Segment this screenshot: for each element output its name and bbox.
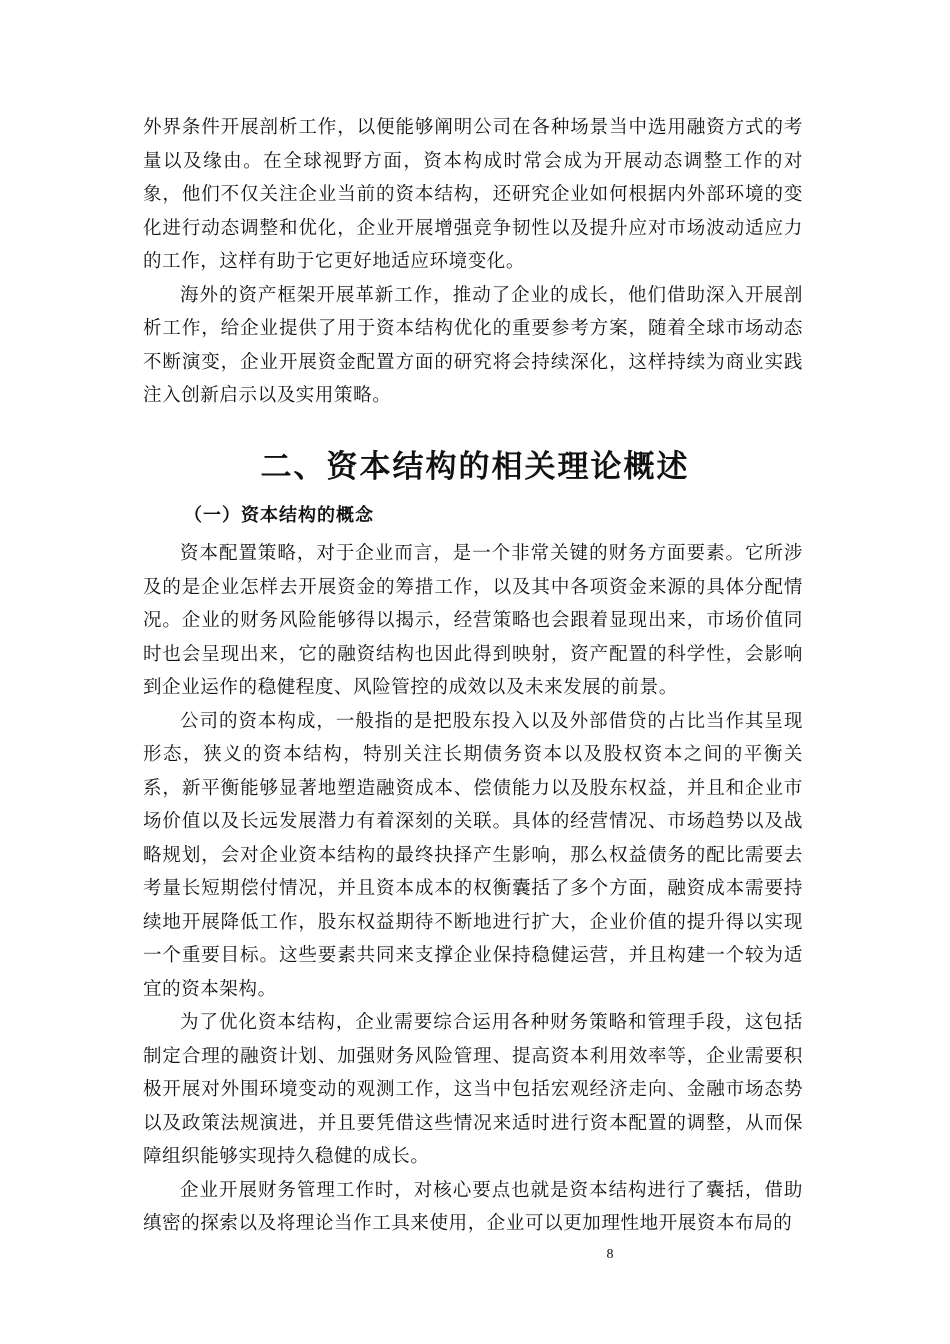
paragraph: 资本配置策略，对于企业而言，是一个非常关键的财务方面要素。它所涉及的是企业怎样去开展资金的筹措工作，以及其中各项资金来源的具体分配情况。企业的财务风险能够得以揭示，经营策略也会跟着显现出来，市场价值同时也会呈现出来，它的融资结构也因此得到映射，资产配置的科学性，会影响到企业运作的稳健程度、风险管控的成效以及未来发展的前景。 bbox=[143, 543, 803, 698]
body-text-block bbox=[143, 537, 803, 1241]
page-number: 8 bbox=[606, 1247, 614, 1262]
paragraph: 公司的资本构成，一般指的是把股东投入以及外部借贷的占比当作其呈现形态，狭义的资本结构，特别关注长期债务资本以及股权资本之间的平衡关系，新平衡能够显著地塑造融资成本、偿债能力以及股东权益，并且和企业市场价值以及长远发展潜力有着深刻的关联。具体的经营情况、市场趋势以及战略规划，会对企业资本结构的最终抉择产生影响，那么权益债务的配比需要去考量长短期偿付情况，并且资本成本的权衡囊括了多个方面，融资成本需要持续地开展降低工作，股东权益期待不断地进行扩大，企业价值的提升得以实现一个重要目标。这些要素共同来支撑企业保持稳健运营，并且构建一个较为适宜的资本架构。 bbox=[143, 710, 803, 1000]
paragraph: 外界条件开展剖析工作，以便能够阐明公司在各种场景当中选用融资方式的考量以及缘由。在全球视野方面，资本构成时常会成为开展动态调整工作的对象，他们不仅关注企业当前的资本结构，还研究企业如何根据内外部环境的变化进行动态调整和优化，企业开展增强竞争韧性以及提升应对市场波动适应力的工作，这样有助于它更好地适应环境变化。 bbox=[143, 117, 803, 272]
subsection-heading: （一）资本结构的概念 bbox=[184, 505, 374, 526]
intro-text-block bbox=[143, 111, 803, 413]
paragraph: 海外的资产框架开展革新工作，推动了企业的成长，他们借助深入开展剖析工作，给企业提供了用于资本结构优化的重要参考方案，随着全球市场动态不断演变，企业开展资金配置方面的研究将会持续深化，这样持续为商业实践注入创新启示以及实用策略。 bbox=[143, 284, 803, 406]
paragraph: 为了优化资本结构，企业需要综合运用各种财务策略和管理手段，这包括制定合理的融资计划、加强财务风险管理、提高资本利用效率等，企业需要积极开展对外围环境变动的观测工作，这当中包括宏观经济走向、金融市场态势以及政策法规演进，并且要凭借这些情况来适时进行资本配置的调整，从而保障组织能够实现持久稳健的成长。 bbox=[143, 1012, 803, 1167]
paragraph: 企业开展财务管理工作时，对核心要点也就是资本结构进行了囊括，借助缜密的探索以及将理论当作工具来使用，企业可以更加理性地开展资本布局的 bbox=[143, 1179, 803, 1234]
section-heading: 二、资本结构的相关理论概述 bbox=[260, 449, 690, 485]
